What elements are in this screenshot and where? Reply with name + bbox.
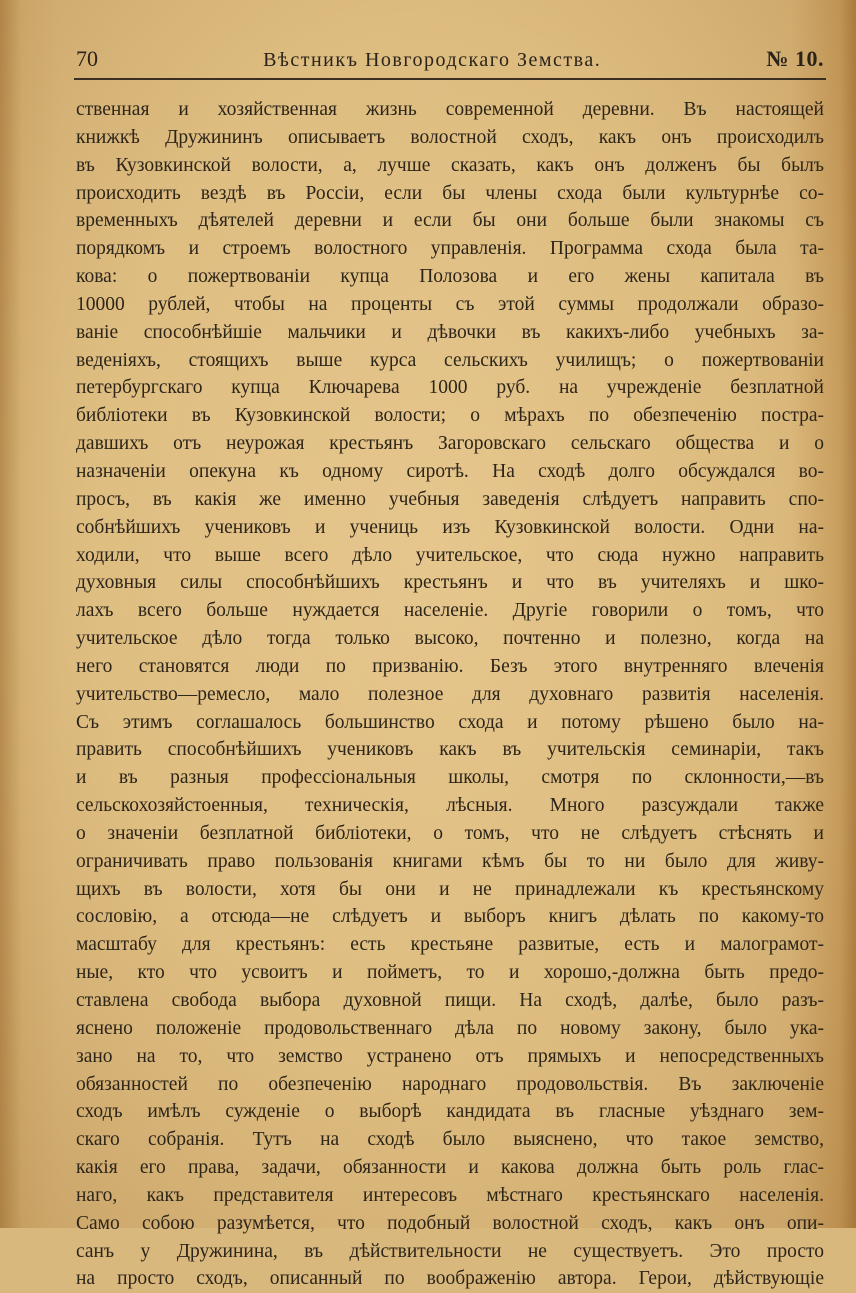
text-line: зано на то, что земство устранено отъ прямыхъ и непосредственныхъ xyxy=(76,1045,824,1067)
text-line: щихъ въ волости, хотя бы они и не принадлежали къ крестьянскому xyxy=(76,878,824,900)
text-line: лахъ всего больше нуждается населеніе. Другіе говорили о томъ, что xyxy=(76,600,824,622)
text-line: править способнѣйшихъ учениковъ какъ въ учительскія семинаріи, такъ xyxy=(76,739,824,761)
text-line: давшихъ отъ неурожая крестьянъ Загоровскаго сельскаго общества и о xyxy=(76,433,824,455)
text-line: въ Кузовкинской волости, а, лучше сказать, какъ онъ долженъ бы былъ xyxy=(76,154,824,176)
text-line: петербургскаго купца Ключарева 1000 руб. на учрежденіе безплатной xyxy=(76,377,824,399)
text-line: порядкомъ и строемъ волостного управленія. Программа схода была та- xyxy=(76,238,824,260)
text-line: сельскохозяйстоенныя, техническія, лѣсныя. Много разсуждали также xyxy=(76,795,824,817)
text-line: обязанностей по обезпеченію народнаго продовольствія. Въ заключеніе xyxy=(76,1073,824,1095)
text-line: временныхъ дѣятелей деревни и если бы они больше были знакомы съ xyxy=(76,210,824,232)
page-header xyxy=(76,46,824,78)
text-line: учительство—ремесло, мало полезное для духовнаго развитія населенія. xyxy=(76,683,824,705)
text-line: книжкѣ Дружининъ описываетъ волостной сходъ, какъ онъ происходилъ xyxy=(76,126,824,148)
text-line: о значеніи безплатной библіотеки, о томъ, что не слѣдуетъ стѣснять и xyxy=(76,822,824,844)
text-line: Само собою разумѣется, что подобный волостной сходъ, какъ онъ опи- xyxy=(76,1212,824,1234)
text-line: сословію, а отсюда—не слѣдуетъ и выборъ книгъ дѣлать по какому-то xyxy=(76,906,824,928)
text-line: библіотеки въ Кузовкинской волости; о мѣрахъ по обезпеченію постра- xyxy=(76,405,824,427)
text-line: наго, какъ представителя интересовъ мѣстнаго крестьянскаго населенія. xyxy=(76,1184,824,1206)
text-line: собнѣйшихъ учениковъ и учениць изъ Кузовкинской волости. Одни на- xyxy=(76,516,824,538)
text-line: масштабу для крестьянъ: есть крестьяне развитые, есть и малограмот- xyxy=(76,934,824,956)
text-line: яснено положеніе продовольственнаго дѣла по новому закону, было ука- xyxy=(76,1017,824,1039)
text-line: кова: о пожертвованіи купца Полозова и его жены капитала въ xyxy=(76,266,824,288)
text-line: какія его права, задачи, обязанности и какова должна быть роль глас- xyxy=(76,1157,824,1179)
issue-number: № 10. xyxy=(766,46,824,71)
text-line: Съ этимъ соглашалось большинство схода и потому рѣшено было на- xyxy=(76,711,824,733)
text-line: сходъ имѣлъ сужденіе о выборѣ кандидата въ гласные уѣзднаго зем- xyxy=(76,1101,824,1123)
header-rule xyxy=(74,78,826,80)
text-line: просъ, въ какія же именно учебныя заведенія слѣдуетъ направить спо- xyxy=(76,488,824,510)
text-line: 10000 рублей, чтобы на проценты съ этой суммы продолжали образо- xyxy=(76,293,824,315)
text-line: ставлена свобода выбора духовной пищи. На сходѣ, далѣе, было разъ- xyxy=(76,990,824,1011)
text-line: и въ разныя профессіональныя школы, смотря по склонности,—въ xyxy=(76,767,824,789)
text-line: скаго собранія. Тутъ на сходѣ было выяснено, что такое земство, xyxy=(76,1129,824,1151)
text-line: учительское дѣло тогда только высоко, почтенно и полезно, когда на xyxy=(76,628,824,650)
body-text xyxy=(76,96,824,1293)
text-line: ные, кто что усвоитъ и пойметъ, то и хорошо,-должна быть предо- xyxy=(76,962,824,984)
text-line: на просто сходъ, описанный по воображенію автора. Герои, дѣйствующіе xyxy=(76,1268,824,1290)
text-line: назначеніи опекуна къ одному сиротѣ. На сходѣ долго обсуждался во- xyxy=(76,460,824,482)
text-line: ходили, что выше всего дѣло учительское, что сюда нужно направить xyxy=(76,544,824,566)
page-number: 70 xyxy=(76,46,98,71)
text-line: ственная и хозяйственная жизнь современной деревни. Въ настоящей xyxy=(76,99,824,120)
text-line: санъ у Дружинина, въ дѣйствительности не существуетъ. Это просто xyxy=(76,1240,824,1262)
text-line: ограничивать право пользованія книгами кѣмъ бы то ни было для живу- xyxy=(76,850,824,872)
text-line: духовныя силы способнѣйшихъ крестьянъ и что въ учителяхъ и шко- xyxy=(76,572,824,594)
text-line: ваніе способнѣйшіе мальчики и дѣвочки въ какихъ-либо учебныхъ за- xyxy=(76,321,824,343)
text-line: него становятся люди по призванію. Безъ этого внутренняго влеченія xyxy=(76,655,824,677)
text-line: веденіяхъ, стоящихъ выше курса сельскихъ училищъ; о пожертвованіи xyxy=(76,349,824,371)
journal-title: Вѣстникъ Новгородскаго Земства. xyxy=(263,49,602,71)
text-line: происходить вездѣ въ Россіи, если бы члены схода были культурнѣе со- xyxy=(76,182,824,204)
